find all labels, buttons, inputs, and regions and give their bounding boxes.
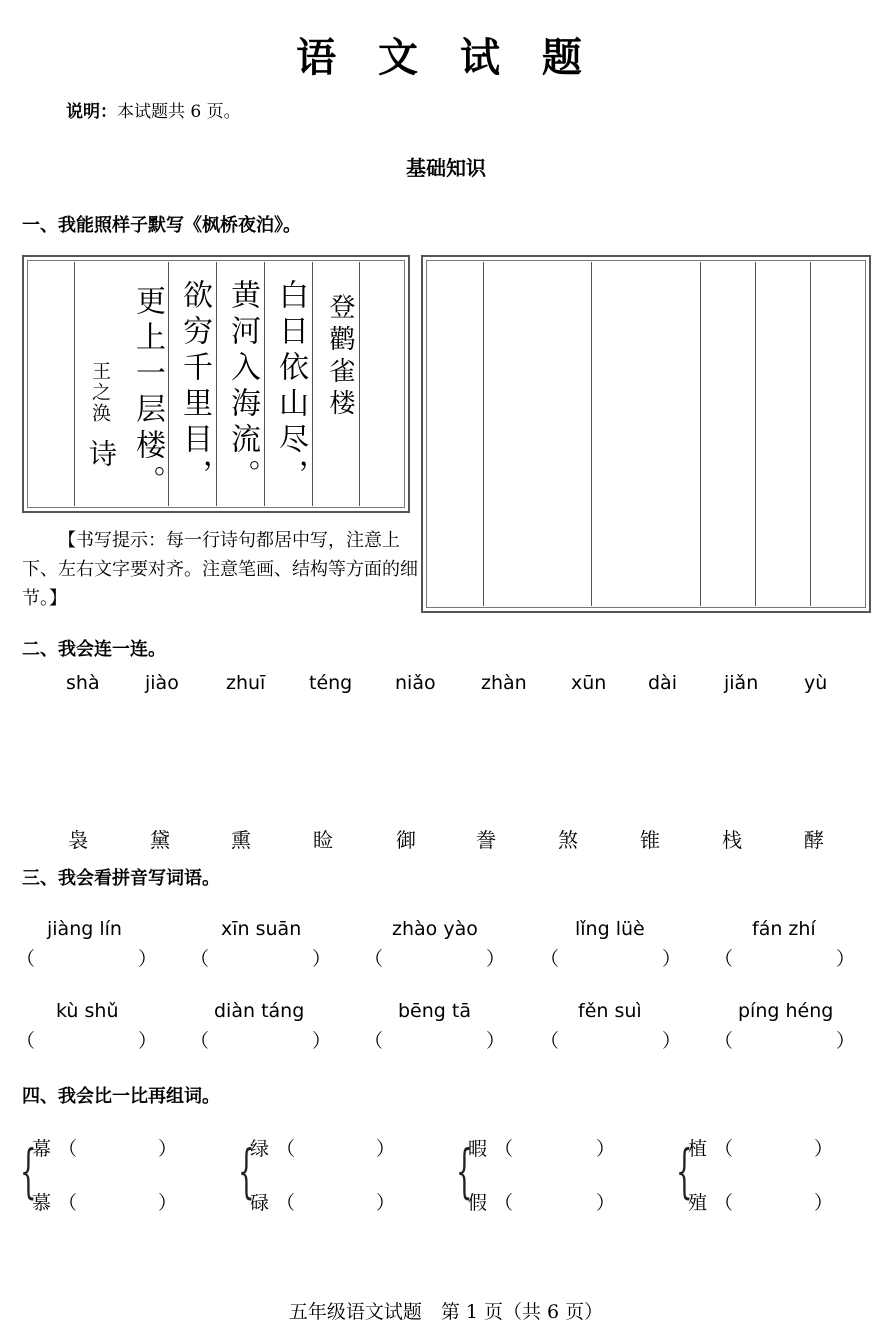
brace-icon: { [676, 1137, 693, 1205]
answer-blank[interactable]: （ [714, 1192, 734, 1214]
answer-blank[interactable]: （ [276, 1138, 296, 1160]
compare-char: 绿 [250, 1138, 270, 1160]
answer-blank-close: ） [814, 1138, 834, 1160]
character-item[interactable]: 锥 [640, 828, 660, 852]
note-label: 说明： [66, 102, 117, 122]
answer-blank[interactable]: （ [714, 1138, 734, 1160]
page-title: 语 文 试 题 [296, 35, 596, 81]
answer-blank-close: ） [596, 1192, 616, 1214]
poem-line-1: 白日依山尽， [273, 279, 308, 495]
poem-title: 登鹳雀楼 [325, 293, 355, 421]
character-item[interactable]: 煞 [558, 828, 578, 852]
poem-author-suffix: 诗 [85, 439, 118, 473]
brace-icon: { [238, 1137, 255, 1205]
poem-line-4: 更上一层楼。 [130, 285, 165, 501]
pinyin-item[interactable]: dài [648, 672, 677, 694]
question-2-heading: 二、我会连一连。 [22, 639, 166, 660]
pinyin-item[interactable]: zhuī [226, 672, 266, 694]
compare-char: 慕 [32, 1192, 52, 1214]
answer-blank[interactable]: （ [494, 1138, 514, 1160]
pinyin-prompt: zhào yào [392, 918, 478, 940]
pinyin-item[interactable]: niǎo [395, 672, 436, 694]
character-item[interactable]: 誊 [476, 828, 496, 852]
pinyin-prompt: diàn táng [214, 1000, 305, 1022]
question-4-heading: 四、我会比一比再组词。 [22, 1086, 220, 1107]
compare-char: 假 [468, 1192, 488, 1214]
pinyin-item[interactable]: xūn [571, 672, 607, 694]
pinyin-item[interactable]: zhàn [481, 672, 527, 694]
pinyin-item[interactable]: yù [804, 672, 828, 694]
poem-line-3: 欲穷千里目， [177, 279, 212, 495]
writing-tip: 【书写提示：每一行诗句都居中写，注意上下、左右文字要对齐。注意笔画、结构等方面的细节。】 [22, 530, 418, 609]
pinyin-prompt: kù shǔ [56, 1000, 119, 1022]
compare-char: 殖 [688, 1192, 708, 1214]
compare-char: 碌 [250, 1192, 270, 1214]
answer-blank[interactable]: （ [58, 1192, 78, 1214]
section-heading: 基础知识 [406, 156, 486, 180]
answer-blank[interactable]: （ [276, 1192, 296, 1214]
compare-char: 暇 [468, 1138, 488, 1160]
answer-blank[interactable]: （ [494, 1192, 514, 1214]
page-footer: 五年级语文试题 第 1 页（共 6 页） [288, 1301, 604, 1323]
pinyin-item[interactable]: téng [309, 672, 353, 694]
pinyin-prompt: lǐng lüè [575, 918, 645, 940]
character-item[interactable]: 栈 [722, 828, 742, 852]
question-1-heading: 一、我能照样子默写《枫桥夜泊》。 [22, 215, 301, 236]
poem-line-2: 黄河入海流。 [225, 279, 260, 495]
answer-blank[interactable]: （ [58, 1138, 78, 1160]
compare-char: 植 [688, 1138, 708, 1160]
pinyin-prompt: xīn suān [221, 918, 302, 940]
answer-blank-close: ） [814, 1192, 834, 1214]
pinyin-prompt: fán zhí [752, 918, 816, 940]
character-item[interactable]: 御 [396, 828, 416, 852]
answer-blank-close: ） [376, 1192, 396, 1214]
character-item[interactable]: 熏 [231, 828, 251, 852]
pinyin-prompt: fěn suì [578, 1000, 642, 1022]
exam-note [66, 97, 241, 122]
character-item[interactable]: 黛 [150, 828, 170, 852]
poem-author: 王之涣 [89, 361, 111, 424]
character-item[interactable]: 睑 [313, 828, 333, 852]
pinyin-item[interactable]: shà [66, 672, 100, 694]
brace-icon: { [20, 1137, 37, 1205]
answer-blank-close: ） [158, 1192, 178, 1214]
pinyin-prompt: píng héng [738, 1000, 834, 1022]
note-text: 本试题共 6 页。 [117, 102, 241, 122]
brace-icon: { [456, 1137, 473, 1205]
pinyin-prompt: bēng tā [398, 1000, 471, 1022]
pinyin-item[interactable]: jiǎn [724, 672, 759, 694]
answer-blank-close: ） [596, 1138, 616, 1160]
question-3-heading: 三、我会看拼音写词语。 [22, 868, 220, 889]
pinyin-item[interactable]: jiào [145, 672, 179, 694]
writing-grid[interactable] [421, 255, 871, 613]
character-item[interactable]: 袅 [68, 828, 88, 852]
character-item[interactable]: 酵 [804, 828, 824, 852]
compare-char: 幕 [32, 1138, 52, 1160]
sample-poem-grid [22, 255, 410, 513]
answer-blank-close: ） [376, 1138, 396, 1160]
answer-blank-close: ） [158, 1138, 178, 1160]
pinyin-prompt: jiàng lín [47, 918, 122, 940]
